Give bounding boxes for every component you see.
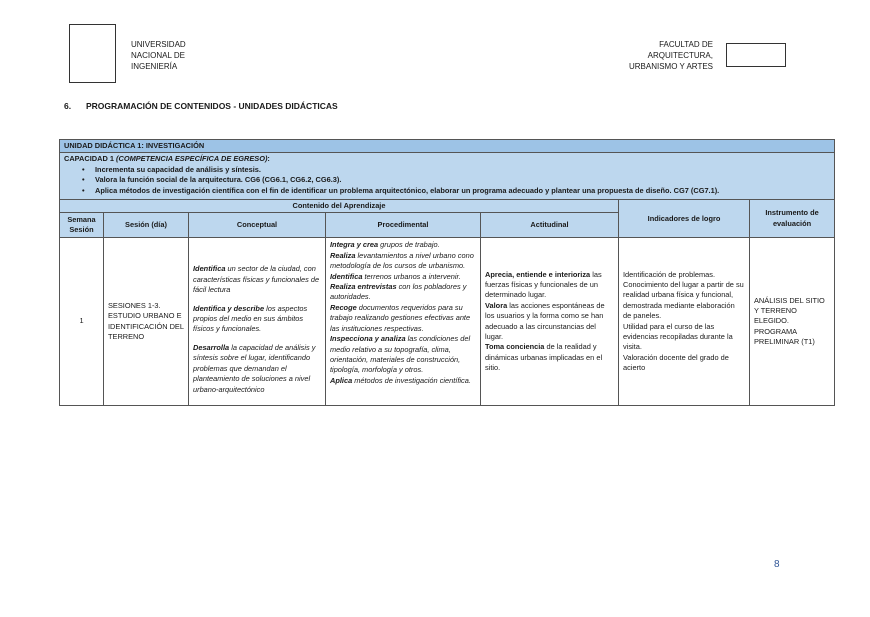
table-row — [60, 238, 835, 405]
header-conceptual: Conceptual — [189, 213, 326, 238]
actitudinal-item — [485, 342, 614, 373]
indicador-item: Utilidad para el curso de las evidencias recopiladas durante la visita. — [623, 321, 733, 352]
procedimental-item — [330, 334, 476, 376]
capacity-list — [82, 165, 830, 196]
capacity-colon: : — [267, 154, 270, 164]
actitudinal-text: las fuerzas físicas y funcionales de un determinado lugar. — [485, 269, 602, 300]
conceptual-verb: Identifica — [193, 264, 226, 274]
conceptual-text: un sector de la ciudad, con características físicas y funcionales de fácil lectura — [193, 264, 320, 295]
faculty-name — [629, 39, 713, 72]
faculty-name-line: URBANISMO Y ARTES — [628, 62, 713, 71]
procedimental-item — [330, 282, 476, 303]
header-semana: Semana Sesión — [60, 213, 104, 238]
capacity-note: (COMPETENCIA ESPECÍFICA DE EGRESO) — [116, 154, 268, 164]
actitudinal-verb: Aprecia, entiende e interioriza — [485, 269, 591, 279]
university-name-line: UNIVERSIDAD — [131, 40, 186, 49]
procedimental-verb: Realiza entrevistas — [330, 282, 397, 292]
actitudinal-verb: Valora — [485, 300, 508, 310]
procedimental-item — [330, 376, 476, 386]
unit-title: UNIDAD DIDÁCTICA 1: INVESTIGACIÓN — [60, 140, 835, 153]
unit-title-row — [60, 140, 835, 153]
page-number: 8 — [774, 559, 780, 570]
capacity-cell — [60, 153, 835, 200]
procedimental-text: documentos requeridos para su trabajo realizando gestiones efectivas ante las instituciones respectivas. — [330, 302, 471, 333]
actitudinal-text: las acciones espontáneas de los usuarios y la forma como se han adecuado a las circunstancias del lugar. — [485, 300, 605, 342]
conceptual-cell — [189, 238, 326, 405]
conceptual-item — [193, 343, 321, 395]
header-row-1 — [60, 200, 835, 213]
actitudinal-verb: Toma conciencia — [485, 342, 545, 352]
indicador-item: Identificación de problemas. — [623, 269, 716, 279]
section-title: PROGRAMACIÓN DE CONTENIDOS - UNIDADES DIDÁCTICAS — [86, 101, 338, 111]
procedimental-verb: Identifica — [330, 271, 363, 281]
indicadores-cell — [619, 238, 750, 405]
procedimental-cell — [326, 238, 481, 405]
procedimental-verb: Aplica — [330, 375, 353, 385]
indicador-item: Valoración docente del grado de acierto — [623, 352, 729, 373]
header-indicadores: Indicadores de logro — [619, 200, 750, 238]
university-logo-placeholder — [69, 24, 116, 83]
capacity-item: • Aplica métodos de investigación científica con el fin de identificar un problema arquitectónico, elaborar un programa adecuado y plantear una propuesta de diseño. CG7 (CG7.1). — [82, 186, 830, 196]
conceptual-text: los aspectos propios del medio en sus ámbitos físicos y funcionales. — [193, 303, 308, 334]
procedimental-text: las condiciones del medio relativo a su topografía, clima, orientación, materiales de construcción, tipología, morfología y otros. — [330, 334, 471, 375]
capacity-row — [60, 153, 835, 200]
section-heading — [64, 101, 338, 111]
procedimental-text: terrenos urbanos a intervenir. — [362, 271, 461, 281]
section-number: 6. — [64, 101, 72, 111]
procedimental-verb: Realiza — [330, 250, 356, 260]
session-cell: SESIONES 1-3. ESTUDIO URBANO E IDENTIFICACIÓN DEL TERRENO — [104, 238, 189, 405]
procedimental-verb: Inspecciona y analiza — [330, 334, 406, 344]
faculty-name-line: FACULTAD DE — [659, 40, 713, 49]
conceptual-verb: Identifica y describe — [193, 303, 265, 313]
faculty-name-line: ARQUITECTURA, — [647, 51, 713, 60]
university-name — [131, 39, 186, 72]
faculty-logo-placeholder — [726, 43, 786, 67]
procedimental-verb: Integra y crea — [330, 240, 379, 250]
conceptual-text: la capacidad de análisis y síntesis sobre el lugar, identificando problemas que demandan el planteamiento de soluciones a nivel urbano-arquitectónico — [193, 342, 316, 394]
actitudinal-cell — [481, 238, 619, 405]
actitudinal-item — [485, 301, 614, 343]
conceptual-verb: Desarrolla — [193, 342, 230, 352]
procedimental-item — [330, 303, 476, 334]
university-name-line: NACIONAL DE — [131, 51, 185, 60]
procedimental-verb: Recoge — [330, 302, 357, 312]
week-cell: 1 — [60, 238, 104, 405]
conceptual-item — [193, 264, 321, 295]
capacity-item: • Incrementa su capacidad de análisis y síntesis. — [82, 165, 830, 175]
actitudinal-item — [485, 270, 614, 301]
procedimental-text: métodos de investigación científica. — [352, 375, 471, 385]
conceptual-item — [193, 304, 321, 335]
header-actitudinal: Actitudinal — [481, 213, 619, 238]
instrumento-cell: ANÁLISIS DEL SITIO Y TERRENO ELEGIDO. PROGRAMA PRELIMINAR (T1) — [750, 238, 835, 405]
header-sesion: Sesión (día) — [104, 213, 189, 238]
header-procedimental: Procedimental — [326, 213, 481, 238]
procedimental-text: grupos de trabajo. — [378, 240, 440, 250]
capacity-label: CAPACIDAD 1 — [64, 154, 114, 164]
university-name-line: INGENIERÍA — [131, 62, 178, 71]
procedimental-item — [330, 240, 476, 250]
procedimental-item — [330, 272, 476, 282]
actitudinal-text: de la realidad y dinámicas urbanas implicadas en el sitio. — [485, 342, 603, 373]
header-instrumento: Instrumento de evaluación — [750, 200, 835, 238]
content-table — [59, 139, 835, 406]
procedimental-item — [330, 251, 476, 272]
indicador-item: Conocimiento del lugar a partir de su realidad urbana física y funcional, demostrada mediante elaboración de paneles. — [623, 280, 744, 321]
capacity-title — [64, 154, 830, 164]
header-contenido: Contenido del Aprendizaje — [60, 200, 619, 213]
capacity-item: • Valora la función social de la arquitectura. CG6 (CG6.1, CG6.2, CG6.3). — [82, 175, 830, 185]
procedimental-text: con los pobladores y autoridades. — [330, 282, 467, 302]
procedimental-text: levantamientos a nivel urbano cono metodología de los cursos de urbanismo. — [330, 250, 474, 271]
